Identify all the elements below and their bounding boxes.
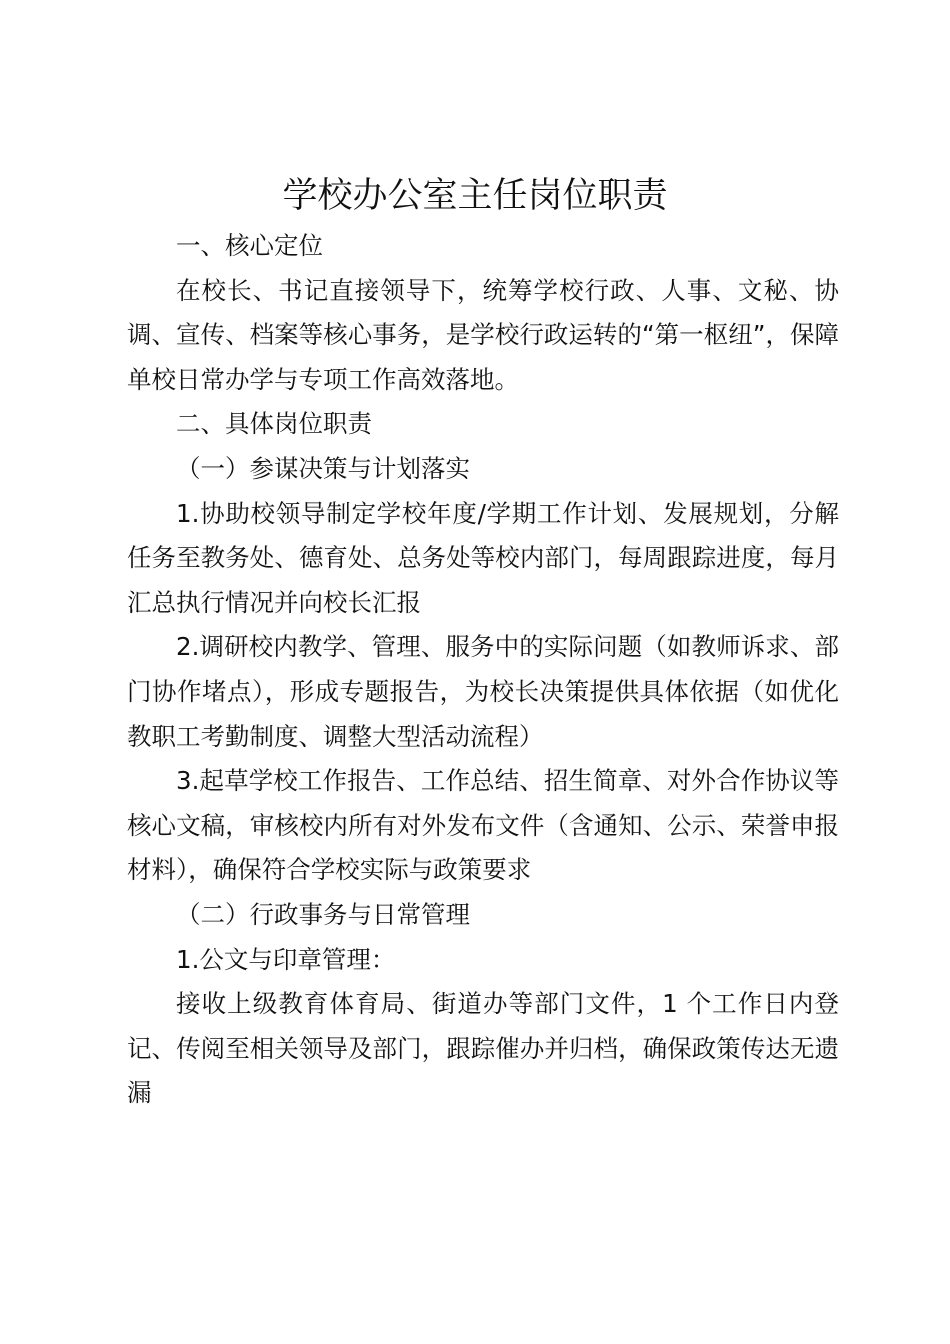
section-heading-core-position: 一、核心定位 bbox=[176, 231, 323, 260]
list-item-planning-2: 2.调研校内教学、管理、服务中的实际问题（如教师诉求、部门协作堵点），形成专题报告，为校长决策提供具体依据（如优化教职工考勤制度、调整大型活动流程） bbox=[127, 632, 839, 751]
document-title: 学校办公室主任岗位职责 bbox=[282, 176, 668, 216]
list-item-planning-3: 3.起草学校工作报告、工作总结、招生简章、对外合作协议等核心文稿，审核校内所有对外发布文件（含通知、公示、荣誉申报材料），确保符合学校实际与政策要求 bbox=[127, 766, 839, 885]
paragraph-document-handling: 接收上级教育体育局、街道办等部门文件，1 个工作日内登记、传阅至相关领导及部门，跟踪催办并归档，确保政策传达无遗漏 bbox=[127, 989, 839, 1108]
list-item-planning-1: 1.协助校领导制定学校年度/学期工作计划、发展规划，分解任务至教务处、德育处、总务处等校内部门，每周跟踪进度，每月汇总执行情况并向校长汇报 bbox=[127, 498, 839, 617]
list-item-administration-1: 1.公文与印章管理： bbox=[176, 944, 396, 974]
subsection-heading-administration: （二）行政事务与日常管理 bbox=[176, 899, 470, 929]
section-heading-responsibilities: 二、具体岗位职责 bbox=[176, 409, 372, 439]
paragraph-core-position: 在校长、书记直接领导下，统筹学校行政、人事、文秘、协调、宣传、档案等核心事务，是学校行政运转的“第一枢纽”，保障单校日常办学与专项工作高效落地。 bbox=[127, 275, 839, 394]
document-body bbox=[127, 224, 839, 1116]
subsection-heading-planning: （一）参谋决策与计划落实 bbox=[176, 453, 470, 483]
